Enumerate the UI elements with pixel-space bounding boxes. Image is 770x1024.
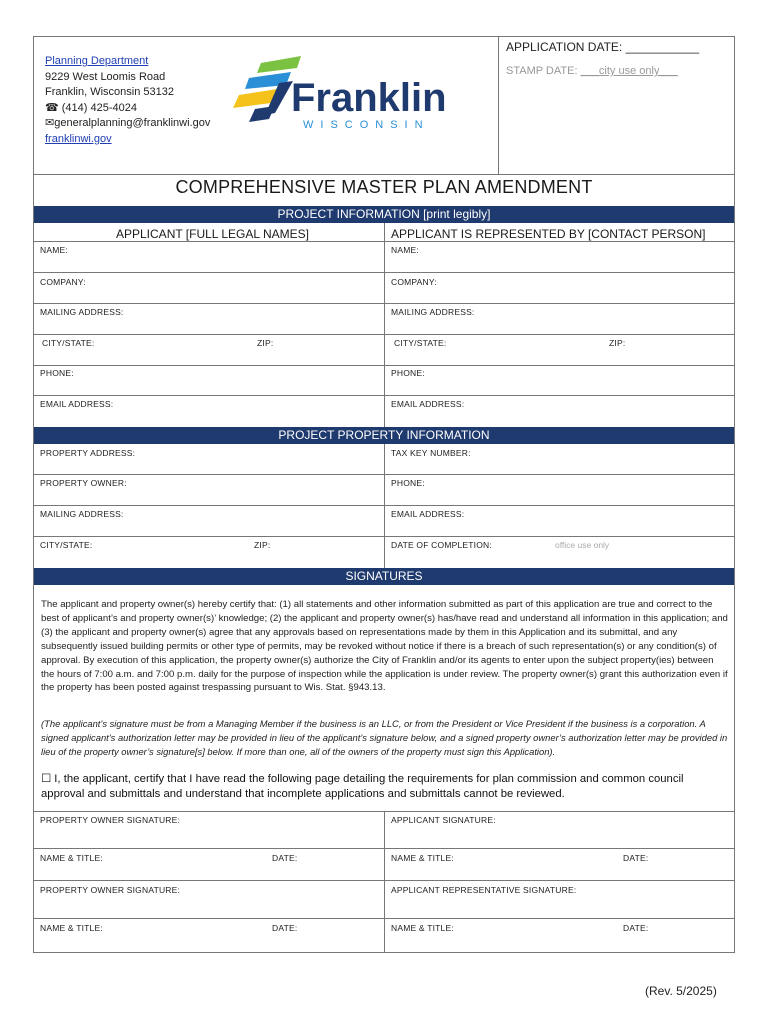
property-owner-signature-2-field[interactable]: PROPERTY OWNER SIGNATURE: <box>40 885 181 895</box>
row-line <box>34 272 734 273</box>
property-address-field[interactable]: PROPERTY ADDRESS: <box>40 448 136 458</box>
row-line <box>34 241 734 242</box>
signatures-bar: SIGNATURES <box>34 568 734 585</box>
owner-email-field[interactable]: EMAIL ADDRESS: <box>391 509 465 519</box>
applicant-company-field[interactable]: COMPANY: <box>40 277 86 287</box>
owner-date-field[interactable]: DATE: <box>272 853 298 863</box>
signature-note: (The applicant’s signature must be from a Managing Member if the business is an LLC, or from the President or Vice President if the business is a corporation. A signed applicant’s authorization letter may be provided in lieu of the applicant’s signature below, and a signed property owner’s authorization letter may be provided in lieu of the property owner’s signature[s] below. If more than one, all of the owners of the property must sign this Application). <box>41 718 728 757</box>
row-line <box>34 395 734 396</box>
header-divider <box>498 37 499 174</box>
property-owner-signature-field[interactable]: PROPERTY OWNER SIGNATURE: <box>40 815 181 825</box>
applicant-signature-field[interactable]: APPLICANT SIGNATURE: <box>391 815 496 825</box>
owner-name-title-field[interactable]: NAME & TITLE: <box>40 853 103 863</box>
row-line <box>34 880 734 881</box>
tax-key-field[interactable]: TAX KEY NUMBER: <box>391 448 471 458</box>
applicant-heading: APPLICANT [FULL LEGAL NAMES] <box>116 227 309 241</box>
certify-checkbox-label: I, the applicant, certify that I have read the following page detailing the requirements for plan commission and common council approval and submittals and understand that incomplete applications and submittals cannot be reviewed. <box>41 773 684 800</box>
phone-icon: ☎ <box>45 101 59 114</box>
contact-block <box>45 54 210 148</box>
stamp-date-label: STAMP DATE: <box>506 65 581 77</box>
property-owner-field[interactable]: PROPERTY OWNER: <box>40 478 127 488</box>
owner2-date-field[interactable]: DATE: <box>272 923 298 933</box>
representative-signature-field[interactable]: APPLICANT REPRESENTATIVE SIGNATURE: <box>391 885 577 895</box>
row-line <box>34 334 734 335</box>
applicant-name-field[interactable]: NAME: <box>40 245 68 255</box>
project-information-bar: PROJECT INFORMATION [print legibly] <box>34 206 734 223</box>
property-information-bar: PROJECT PROPERTY INFORMATION <box>34 427 734 444</box>
applicant-citystate-field[interactable]: CITY/STATE: <box>42 338 95 348</box>
contact-company-field[interactable]: COMPANY: <box>391 277 437 287</box>
contact-citystate-field[interactable]: CITY/STATE: <box>394 338 447 348</box>
address-line-1: 9229 West Loomis Road <box>45 70 166 83</box>
website-link[interactable]: franklinwi.gov <box>45 132 112 145</box>
applicant-name-title-field[interactable]: NAME & TITLE: <box>391 853 454 863</box>
form-header <box>34 37 734 175</box>
property-info-divider <box>384 444 385 568</box>
stamp-date <box>506 65 678 77</box>
row-line <box>34 536 734 537</box>
owner-mailing-field[interactable]: MAILING ADDRESS: <box>40 509 124 519</box>
representative-heading: APPLICANT IS REPRESENTED BY [CONTACT PERSON] <box>391 227 706 241</box>
project-info-divider <box>384 223 385 427</box>
application-form <box>33 36 735 953</box>
row-line <box>34 303 734 304</box>
row-line <box>34 918 734 919</box>
applicant-zip-field[interactable]: ZIP: <box>257 338 274 348</box>
certify-checkbox[interactable]: ☐ <box>41 773 55 785</box>
office-use-only-note: office use only <box>555 540 610 550</box>
application-date-label[interactable]: APPLICATION DATE: ___________ <box>506 40 699 54</box>
applicant-mailing-field[interactable]: MAILING ADDRESS: <box>40 307 124 317</box>
planning-department-link[interactable]: Planning Department <box>45 55 149 67</box>
logo-state: WISCONSIN <box>303 119 430 131</box>
email-address: generalplanning@franklinwi.gov <box>54 117 211 130</box>
applicant-phone-field[interactable]: PHONE: <box>40 368 74 378</box>
representative-date-field[interactable]: DATE: <box>623 923 649 933</box>
address-line-2: Franklin, Wisconsin 53132 <box>45 86 175 99</box>
owner-phone-field[interactable]: PHONE: <box>391 478 425 488</box>
owner-citystate-field[interactable]: CITY/STATE: <box>40 540 93 550</box>
row-line <box>34 365 734 366</box>
row-line <box>34 474 734 475</box>
form-title: COMPREHENSIVE MASTER PLAN AMENDMENT <box>175 177 593 197</box>
franklin-logo <box>231 51 451 131</box>
contact-phone-field[interactable]: PHONE: <box>391 368 425 378</box>
signature-divider <box>384 811 385 953</box>
contact-email-field[interactable]: EMAIL ADDRESS: <box>391 399 465 409</box>
revision-note: (Rev. 5/2025) <box>645 984 717 998</box>
stamp-date-value: ___city use only___ <box>580 65 678 77</box>
logo-wordmark: Franklin <box>291 76 447 120</box>
contact-zip-field[interactable]: ZIP: <box>609 338 626 348</box>
owner2-name-title-field[interactable]: NAME & TITLE: <box>40 923 103 933</box>
row-line <box>34 505 734 506</box>
contact-mailing-field[interactable]: MAILING ADDRESS: <box>391 307 475 317</box>
applicant-email-field[interactable]: EMAIL ADDRESS: <box>40 399 114 409</box>
owner-zip-field[interactable]: ZIP: <box>254 540 271 550</box>
representative-name-title-field[interactable]: NAME & TITLE: <box>391 923 454 933</box>
certification-paragraph: The applicant and property owner(s) hereby certify that: (1) all statements and other information submitted as part of this application are true and correct to the best of applicant’s and property owner(s)’ knowledge; (2) the applicant and property owner(s) has/have read and understand all information in this application; and (3) the applicant and property owner(s) agree that any approvals based on representations made by them in this Application and its submittal, and any subsequently issued building permits or other type of permits, may be revoked without notice if there is a breach of such representation(s) or any condition(s) of approval. By execution of this application, the property owner(s) authorize the City of Franklin and/or its agents to enter upon the subject property(ies) between the hours of 7:00 a.m. and 7:00 p.m. daily for the purpose of inspection while the application is under review. The property owner(s) grant this authorization even if the property has been posted against trespassing pursuant to Wis. Stat. §943.13. <box>41 599 728 694</box>
row-line <box>34 848 734 849</box>
date-of-completion-field[interactable]: DATE OF COMPLETION: <box>391 540 492 550</box>
certify-checkbox-row[interactable] <box>41 772 729 802</box>
applicant-date-field[interactable]: DATE: <box>623 853 649 863</box>
contact-name-field[interactable]: NAME: <box>391 245 419 255</box>
phone-number: (414) 425-4024 <box>61 101 137 114</box>
envelope-icon: ✉ <box>45 117 55 130</box>
